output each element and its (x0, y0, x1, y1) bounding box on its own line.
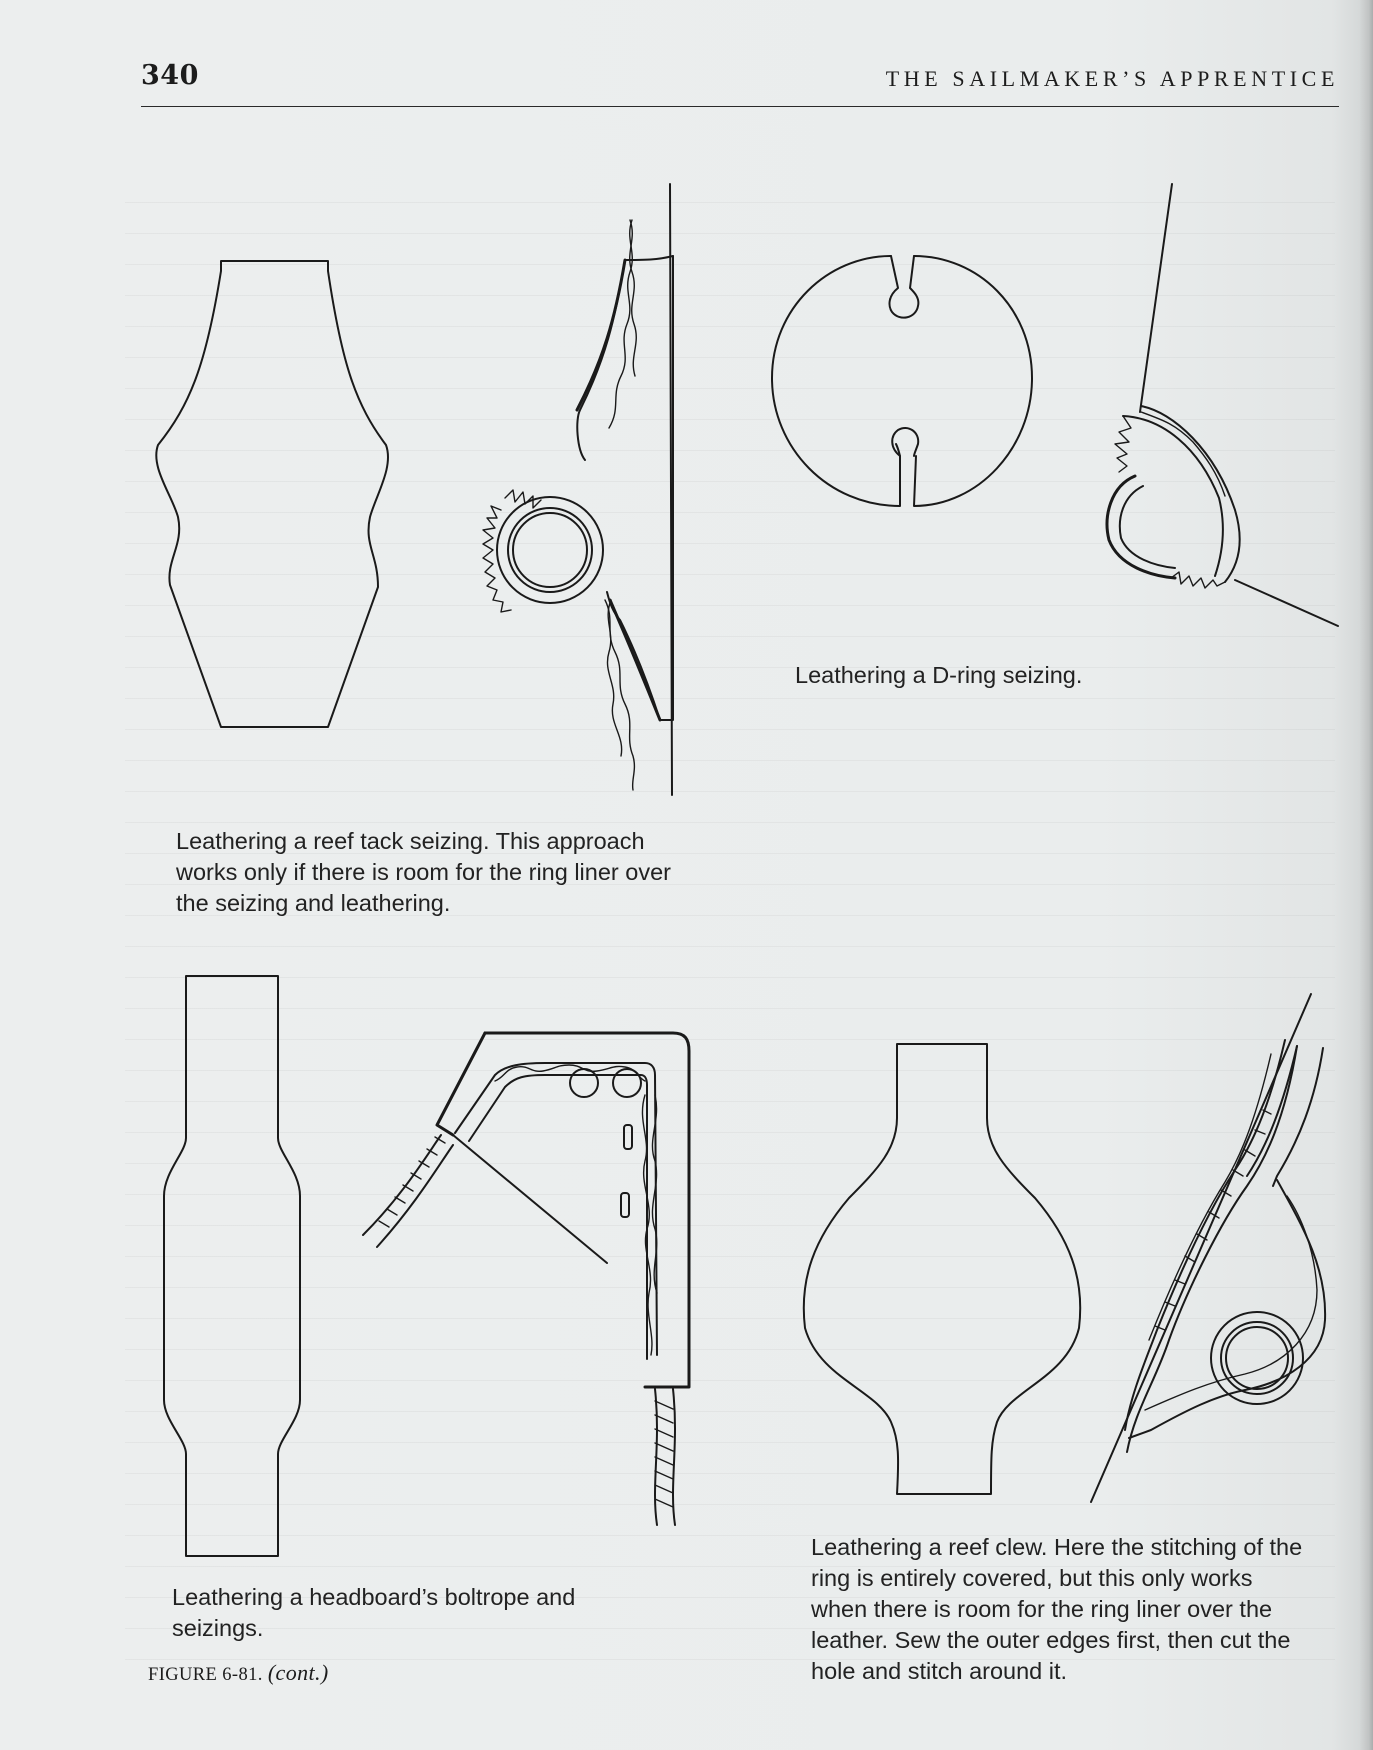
headboard-seizing-drawing (355, 1025, 700, 1535)
caption-d-ring: Leathering a D-ring seizing. (795, 662, 1083, 688)
book-title: THE SAILMAKER’S APPRENTICE (885, 66, 1339, 91)
caption-reef-tack: Leathering a reef tack seizing. This approach works only if there is room for the ring liner over the seizing and leathering. (176, 828, 671, 916)
figure-continued: (cont.) (267, 1660, 329, 1685)
headboard-leather-pattern (160, 970, 310, 1560)
reef-clew-leather-pattern (795, 1038, 1085, 1498)
page-number: 340 (141, 60, 199, 91)
caption-reef-clew: Leathering a reef clew. Here the stitching of the ring is entirely covered, but this only works when there is room for the ring liner over the leather. Sew the outer edges first, then cut the hole and stitch around it. (811, 1534, 1303, 1684)
figure-number: FIGURE 6-81. (148, 1665, 263, 1685)
reef-clew-drawing (1085, 990, 1345, 1510)
caption-headboard: Leathering a headboard’s boltrope and seizings. (172, 1584, 576, 1641)
figure-label (148, 1660, 329, 1686)
reef-tack-seizing-drawing (465, 180, 695, 800)
page-edge-shadow (1359, 0, 1373, 1750)
d-ring-leather-pattern (768, 248, 1038, 518)
d-ring-seizing-drawing (1075, 180, 1345, 630)
running-head (141, 58, 1339, 107)
reef-tack-leather-pattern (150, 255, 390, 735)
